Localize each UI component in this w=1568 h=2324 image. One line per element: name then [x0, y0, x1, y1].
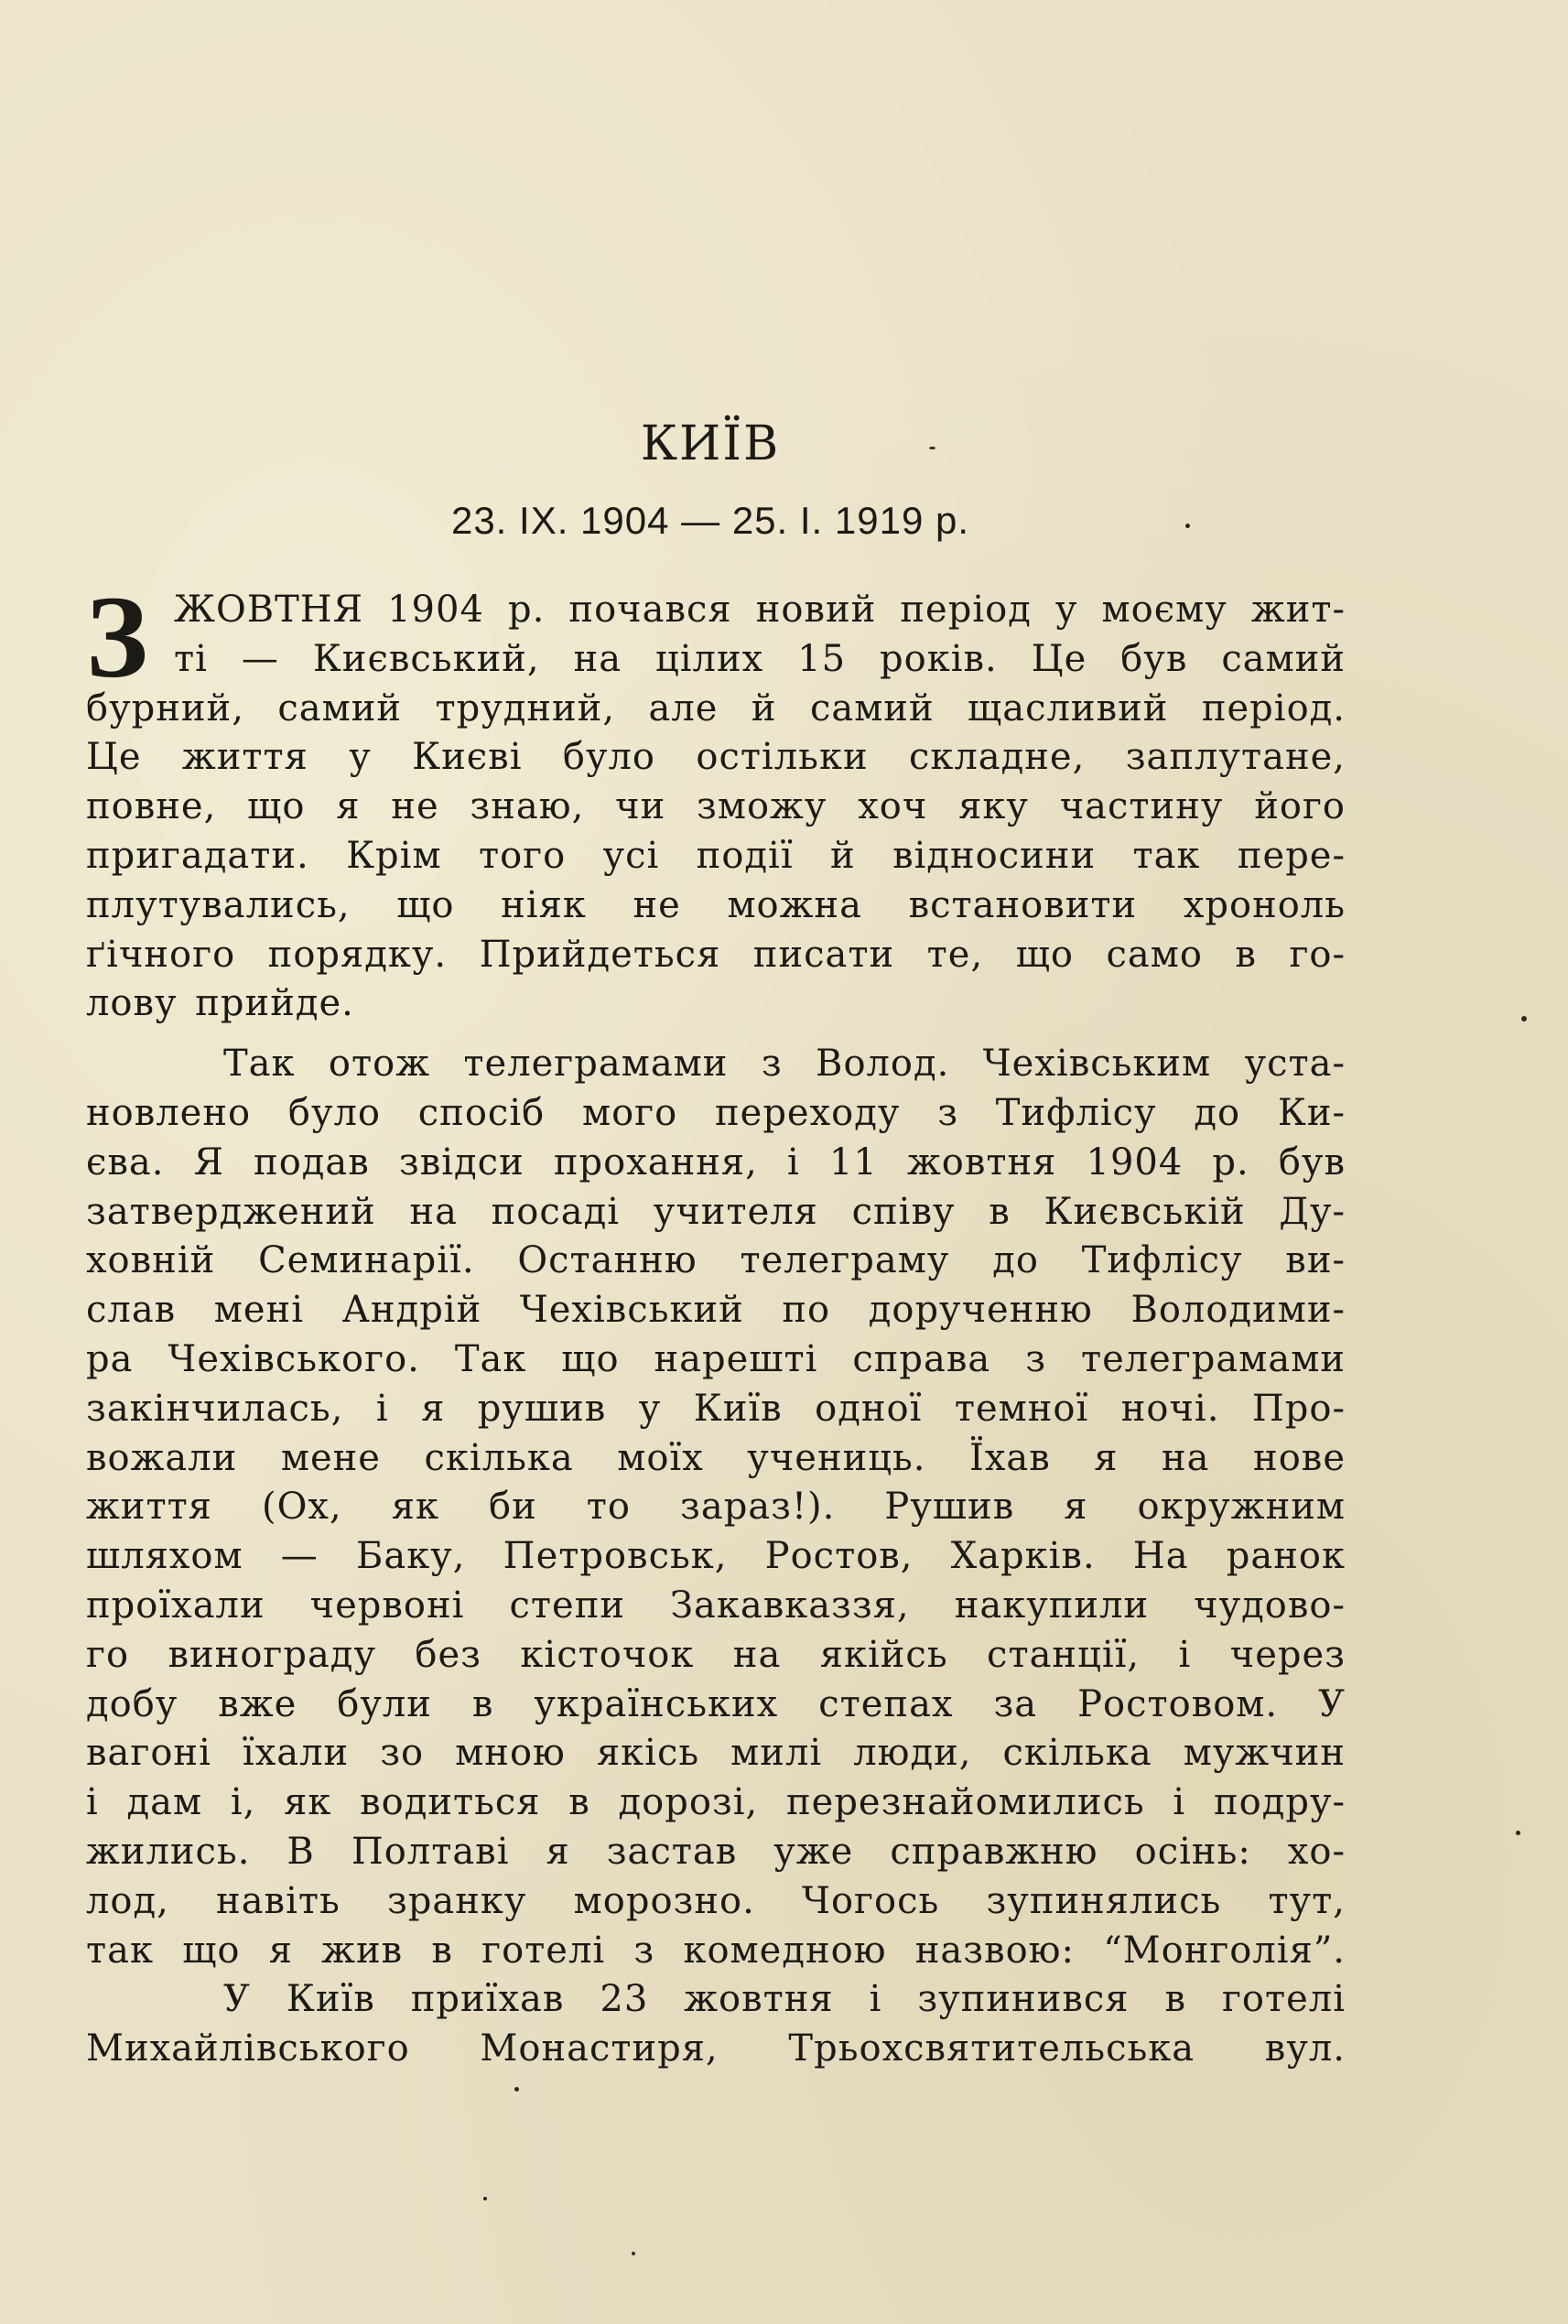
- text-line: плутувались, що ніяк не можна встановити хроноль: [86, 883, 1346, 926]
- text-line: Це життя у Києві було остільки складне, заплутане,: [86, 736, 1346, 779]
- text-line: повне, що я не знаю, чи зможу хоч яку частину його: [86, 785, 1346, 828]
- paragraph-gap: [86, 1029, 1346, 1040]
- text-line: закінчилась, і я рушив у Київ одної темної ночі. Про-: [86, 1387, 1346, 1430]
- paragraph-3: [86, 1975, 1346, 2074]
- text-line: єва. Я подав звідси прохання, і 11 жовтня 1904 р. був: [86, 1140, 1346, 1184]
- text-line: ЖОВТНЯ 1904 р. почався новий період у моєму жит-: [174, 589, 1346, 631]
- paragraph-2: [86, 1040, 1346, 1975]
- text-line: добу вже були в українських степах за Ростовом. У: [86, 1682, 1346, 1725]
- text-line: лод, навіть зранку морозно. Чогось зупинялись тут,: [86, 1879, 1346, 1922]
- text-line: ра Чехівського. Так що нарешті справа з телеграмами: [86, 1337, 1346, 1380]
- text-line: жились. В Полтаві я застав уже справжню осінь: хо-: [86, 1830, 1346, 1873]
- chapter-dates: 23. IX. 1904 — 25. I. 1919 р.: [450, 499, 970, 542]
- speck: [632, 2252, 635, 2255]
- text-line: вожали мене скілька моїх учениць. Їхав я на нове: [86, 1436, 1346, 1479]
- speck: [483, 2197, 487, 2200]
- text-line: новлено було спосіб мого переходу з Тифлісу до Ки-: [86, 1091, 1346, 1134]
- text-line: ґічного порядку. Прийдеться писати те, що само в го-: [86, 933, 1346, 976]
- text-line: так що я жив в готелі з комедною назвою: “Монголія”.: [86, 1929, 1346, 1972]
- text-line: затверджений на посаді учителя співу в Києвській Ду-: [86, 1190, 1346, 1233]
- text-line: У Київ приїхав 23 жовтня і зупинився в готелі: [223, 1978, 1346, 2021]
- speck: [1185, 524, 1190, 528]
- text-line: бурний, самий трудний, але й самий щасливий період.: [86, 686, 1346, 730]
- body-text: [86, 572, 1346, 2074]
- speck: [514, 2087, 519, 2092]
- speck: [1516, 1831, 1520, 1835]
- drop-cap: З: [86, 572, 149, 702]
- text-line: лову прийде.: [86, 982, 354, 1025]
- text-line: Михайлівського Монастиря, Трьохсвятительська вул.: [86, 2027, 1346, 2070]
- text-line: проїхали червоні степи Закавказзя, накупили чудово-: [86, 1584, 1346, 1627]
- text-line: шляхом — Баку, Петровськ, Ростов, Харків. На ранок: [86, 1535, 1346, 1578]
- text-line: ті — Києвський, на цілих 15 років. Це був самий: [174, 637, 1346, 680]
- text-line: вагоні їхали зо мною якісь милі люди, скілька мужчин: [86, 1732, 1346, 1775]
- chapter-title: КИЇВ: [640, 416, 781, 471]
- speck: [929, 447, 935, 449]
- speck: [1521, 1016, 1527, 1021]
- text-line: пригадати. Крім того усі події й відносини так пере-: [86, 834, 1346, 877]
- text-line: Так отож телеграмами з Волод. Чехівським уста-: [223, 1043, 1346, 1086]
- text-line: слав мені Андрій Чехівський по дорученню Володими-: [86, 1289, 1346, 1332]
- text-line: го винограду без кісточок на якійсь станції, і через: [86, 1633, 1346, 1676]
- paragraph-1: [86, 572, 1346, 1029]
- text-line: життя (Ох, як би то зараз!). Рушив я окружним: [86, 1486, 1346, 1529]
- text-line: і дам і, як водиться в дорозі, перезнайомились і подру-: [86, 1781, 1346, 1824]
- text-line: ховній Семинарії. Останню телеграму до Тифлісу ви-: [86, 1239, 1346, 1282]
